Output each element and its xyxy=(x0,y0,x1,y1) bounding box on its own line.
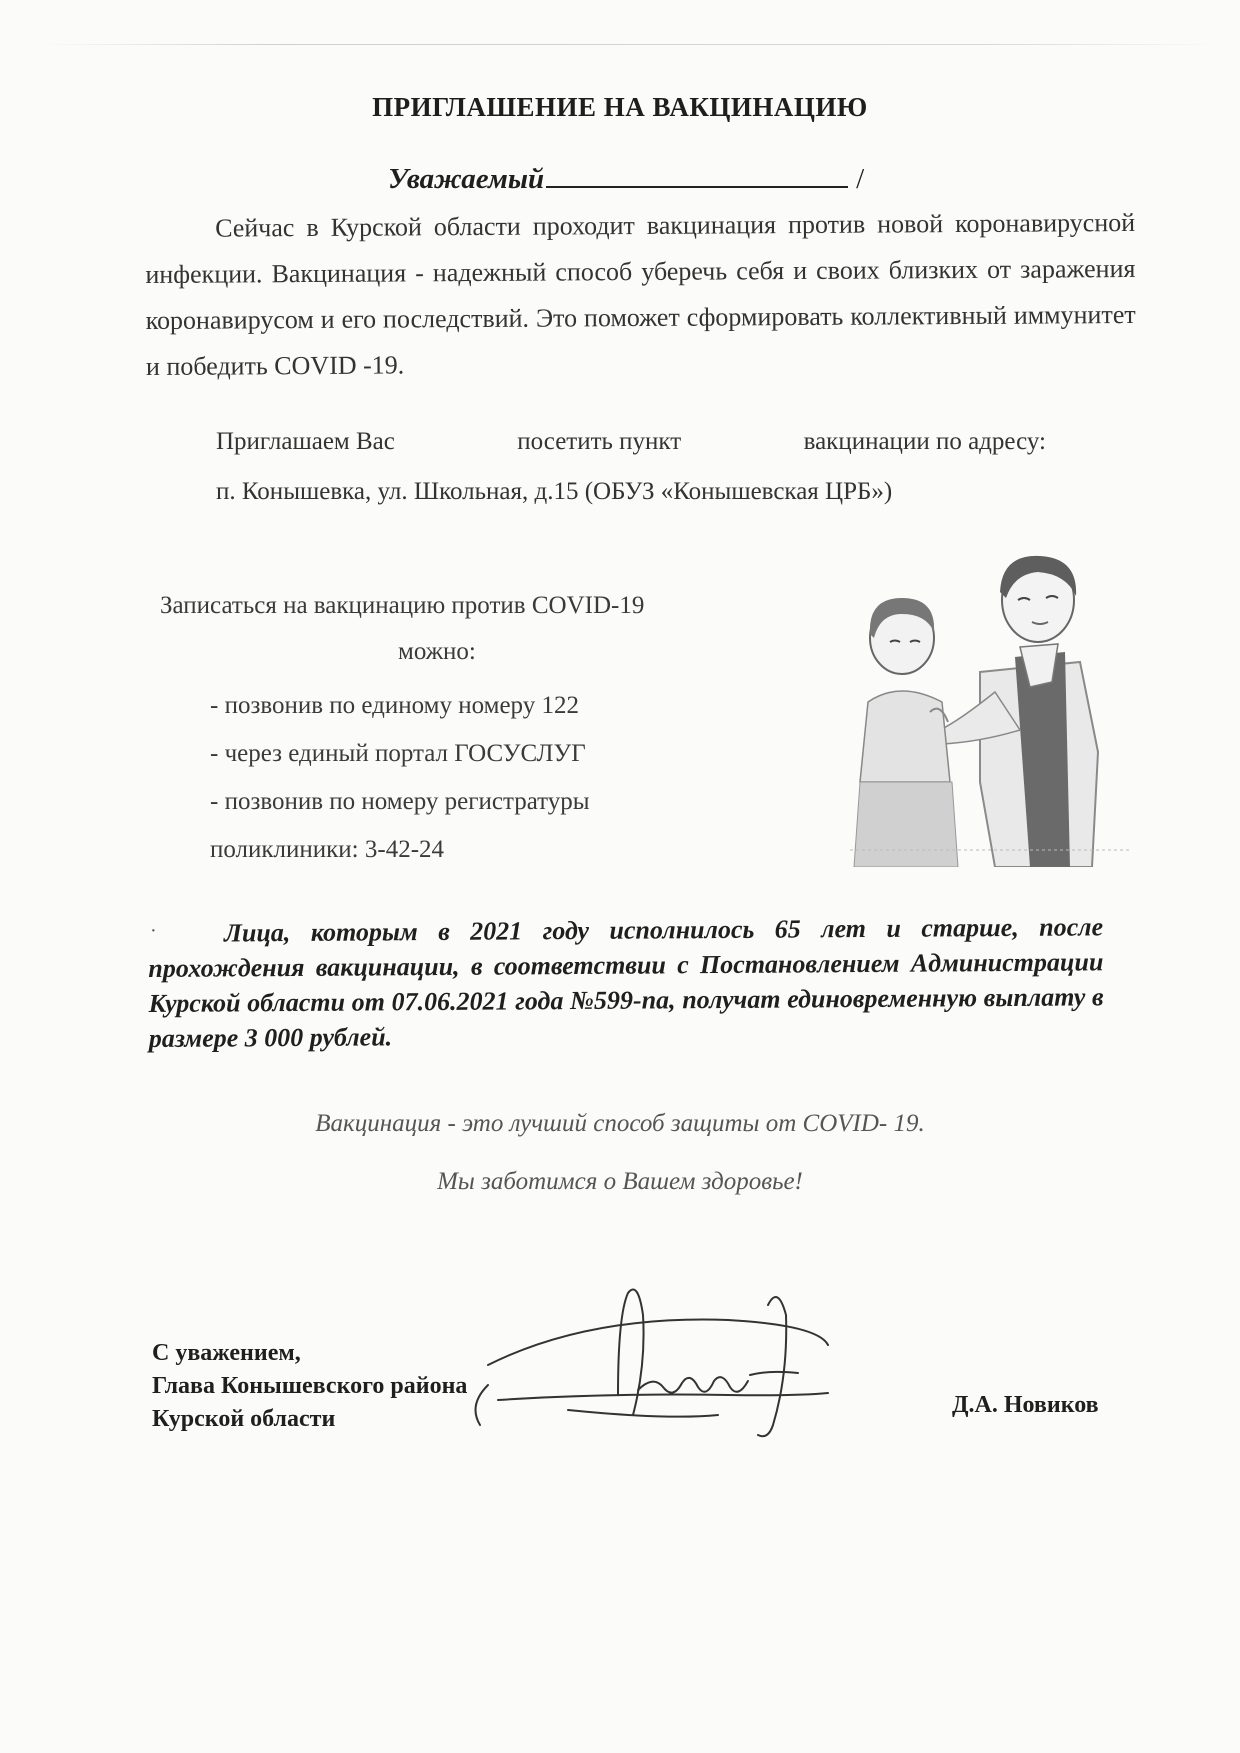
bullet-dot: · xyxy=(150,920,157,942)
greeting-tail: / xyxy=(856,163,865,195)
signup-options-list xyxy=(210,682,590,874)
sign-off-block xyxy=(152,1337,467,1436)
doctor-patient-illustration-icon xyxy=(830,552,1150,867)
signup-option: поликлиники: 3-42-24 xyxy=(210,836,445,863)
vaccination-address: п. Конышевка, ул. Школьная, д.15 (ОБУЗ «Конышевская ЦРБ») xyxy=(216,478,893,505)
greeting-line xyxy=(388,158,864,196)
sign-off-line: Глава Конышевского района xyxy=(152,1373,468,1399)
signup-heading: Записаться на вакцинацию против COVID-19 xyxy=(160,592,645,619)
document-title: ПРИГЛАШЕНИЕ НА ВАКЦИНАЦИЮ xyxy=(372,92,868,122)
intro-paragraph: Сейчас в Курской области проходит вакцинация против новой коронавирусной инфекции. Вакцинация - надежный способ уберечь себя и своих близких от заражения коронавирусом и его последствий. Это поможет сформировать коллективный иммунитет и победить COVID -19. xyxy=(145,207,1136,381)
scan-edge-line xyxy=(40,44,1220,45)
invite-line xyxy=(216,428,1046,456)
sign-off-line: Курской области xyxy=(152,1406,336,1432)
payment-notice: Лица, которым в 2021 году исполнилось 65 лет и старше, после прохождения вакцинации, в соответствии с Постановлением Администрации Курской области от 07.06.2021 года №599-па, получат единовременную выплату в размере 3 000 рублей. xyxy=(148,912,1104,1053)
signup-option: - позвонив по единому номеру 122 xyxy=(210,692,579,719)
sign-off-line: С уважением, xyxy=(152,1340,301,1366)
signup-can: можно: xyxy=(398,638,476,665)
name-blank-field xyxy=(546,158,848,188)
handwritten-signature-icon xyxy=(468,1275,888,1450)
motto-line-2: Мы заботимся о Вашем здоровье! xyxy=(437,1168,803,1195)
signup-option: - через единый портал ГОСУСЛУГ xyxy=(210,740,586,767)
motto-line-1: Вакцинация - это лучший способ защиты от COVID- 19. xyxy=(315,1110,925,1137)
greeting-word: Уважаемый xyxy=(388,163,545,195)
signatory-name: Д.А. Новиков xyxy=(952,1392,1099,1418)
invite-part-1: Приглашаем Вас xyxy=(216,428,395,455)
invite-part-3: вакцинации по адресу: xyxy=(803,428,1046,455)
signup-option: - позвонив по номеру регистратуры xyxy=(210,788,590,815)
invite-part-2: посетить пункт xyxy=(517,428,682,455)
